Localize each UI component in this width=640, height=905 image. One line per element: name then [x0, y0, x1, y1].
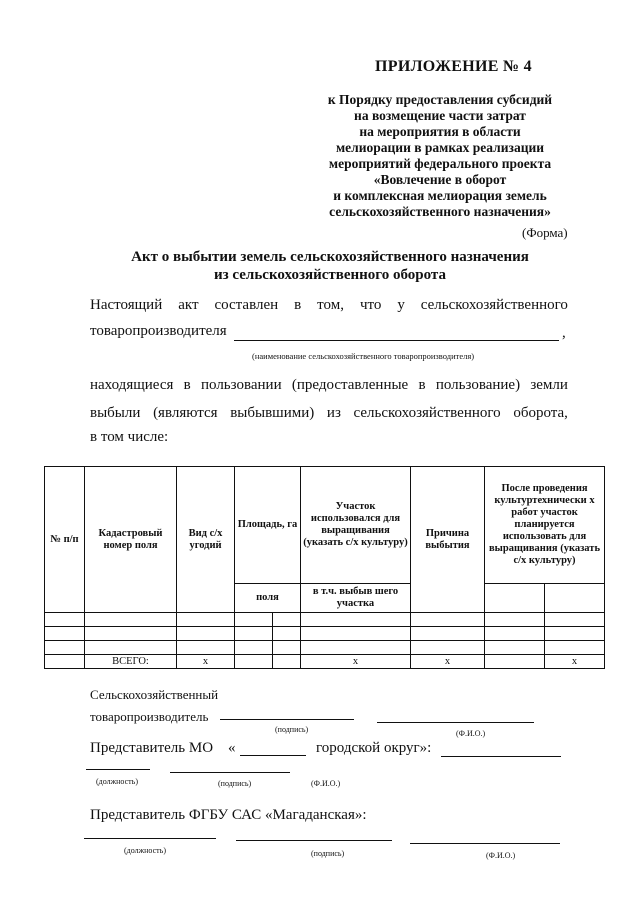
appendix-line: сельскохозяйственного назначения» — [329, 204, 551, 219]
producer-label — [90, 684, 218, 728]
para2-line3: в том числе: — [90, 429, 169, 445]
act-title-line2: из сельскохозяйственного оборота — [214, 267, 446, 283]
fgbu-fio-field[interactable] — [410, 843, 560, 844]
table-row — [45, 641, 605, 655]
signature-caption: (подпись) — [275, 725, 309, 734]
header-cadastral: Кадастровый номер поля — [85, 467, 177, 613]
act-title-line1: Акт о выбытии земель сельскохозяйственного назначения — [131, 249, 529, 265]
mo-name-field[interactable] — [240, 755, 306, 756]
para2-line2 — [90, 405, 568, 422]
subheader-blank — [545, 584, 605, 613]
lands-table — [44, 466, 605, 669]
word: составлен — [214, 297, 279, 313]
table-row — [45, 613, 605, 627]
header-reason: Причина выбытия — [411, 467, 485, 613]
word: том, — [317, 297, 344, 313]
appendix-line: «Вовлечение в оборот — [373, 172, 507, 187]
word: сельскохозяйственного — [353, 405, 501, 421]
appendix-line: и комплексная мелиорация земель — [333, 188, 547, 203]
mo-open-quote: « — [228, 740, 236, 756]
header-area: Площадь, га — [235, 467, 301, 584]
word: у — [397, 297, 405, 313]
mo-position-field[interactable] — [86, 769, 150, 770]
word: земли — [530, 377, 568, 393]
signature-caption: (подпись) — [311, 849, 345, 858]
appendix-line: на мероприятия в области — [359, 124, 521, 139]
word: в — [418, 377, 426, 393]
word: из — [326, 405, 341, 421]
word: оборота, — [513, 405, 568, 421]
producer-label-line1: Сельскохозяйственный — [90, 687, 219, 702]
para1-line2: товаропроизводителя — [90, 323, 227, 339]
table-row — [45, 627, 605, 641]
appendix-line: мелиорации в рамках реализации — [335, 140, 545, 155]
producer-name-field[interactable] — [234, 340, 559, 341]
x-mark: х — [411, 655, 485, 669]
table-total-row — [45, 655, 605, 669]
para2-line1 — [90, 377, 568, 394]
fio-caption: (Ф.И.О.) — [486, 851, 516, 860]
fgbu-signature-field[interactable] — [236, 840, 392, 841]
word: Настоящий — [90, 297, 163, 313]
fio-caption: (Ф.И.О.) — [456, 729, 486, 738]
word: в — [183, 377, 191, 393]
x-mark: х — [177, 655, 235, 669]
mo-extra-field[interactable] — [441, 756, 561, 757]
signature-caption: (подпись) — [218, 779, 252, 788]
mo-representative-label: Представитель МО — [90, 740, 214, 756]
subheader-field: поля — [235, 584, 301, 613]
appendix-line: к Порядку предоставления субсидий — [327, 92, 553, 107]
word: что — [359, 297, 382, 313]
producer-fio-field[interactable] — [377, 722, 534, 723]
x-mark: х — [545, 655, 605, 669]
word: в — [294, 297, 302, 313]
fio-caption: (Ф.И.О.) — [311, 779, 341, 788]
word: выбыли — [90, 405, 141, 421]
word: (предоставленные — [291, 377, 409, 393]
word: выбывшими) — [230, 405, 315, 421]
word: (являются — [153, 405, 218, 421]
fgbu-representative-label: Представитель ФГБУ САС «Магаданская»: — [90, 807, 367, 823]
appendix-line: на возмещение части затрат — [354, 108, 526, 123]
header-num: № п/п — [45, 467, 85, 613]
fgbu-position-field[interactable] — [84, 838, 216, 839]
comma: , — [562, 325, 566, 341]
subheader-blank — [485, 584, 545, 613]
x-mark: х — [301, 655, 411, 669]
mo-city-label: городской округ»: — [316, 740, 432, 756]
mo-signature-field[interactable] — [170, 772, 290, 773]
header-landtype: Вид с/х угодий — [177, 467, 235, 613]
producer-label-line2: товаропроизводитель — [90, 709, 209, 724]
header-planned: После проведения культуртехнически х работ участок планируется использовать для выращивания (указать с/х культуру) — [485, 467, 605, 584]
position-caption: (должность) — [96, 777, 138, 786]
position-caption: (должность) — [124, 846, 166, 855]
appendix-description — [300, 92, 580, 220]
appendix-line: мероприятий федерального проекта — [328, 156, 552, 171]
subheader-incl: в т.ч. выбыв шего участка — [301, 584, 411, 613]
producer-signature-field[interactable] — [220, 719, 354, 720]
act-title — [100, 248, 560, 284]
word: сельскохозяйственного — [420, 297, 568, 313]
word: пользование) — [435, 377, 521, 393]
header-used: Участок использовался для выращивания (указать с/х культуру) — [301, 467, 411, 584]
para1-line1 — [90, 297, 568, 314]
word: находящиеся — [90, 377, 174, 393]
total-label: ВСЕГО: — [85, 655, 177, 669]
appendix-title: ПРИЛОЖЕНИЕ № 4 — [375, 58, 532, 75]
form-label: (Форма) — [522, 225, 568, 240]
word: акт — [178, 297, 199, 313]
producer-name-caption: (наименование сельскохозяйственного товаропроизводителя) — [252, 351, 475, 361]
word: пользовании — [200, 377, 282, 393]
